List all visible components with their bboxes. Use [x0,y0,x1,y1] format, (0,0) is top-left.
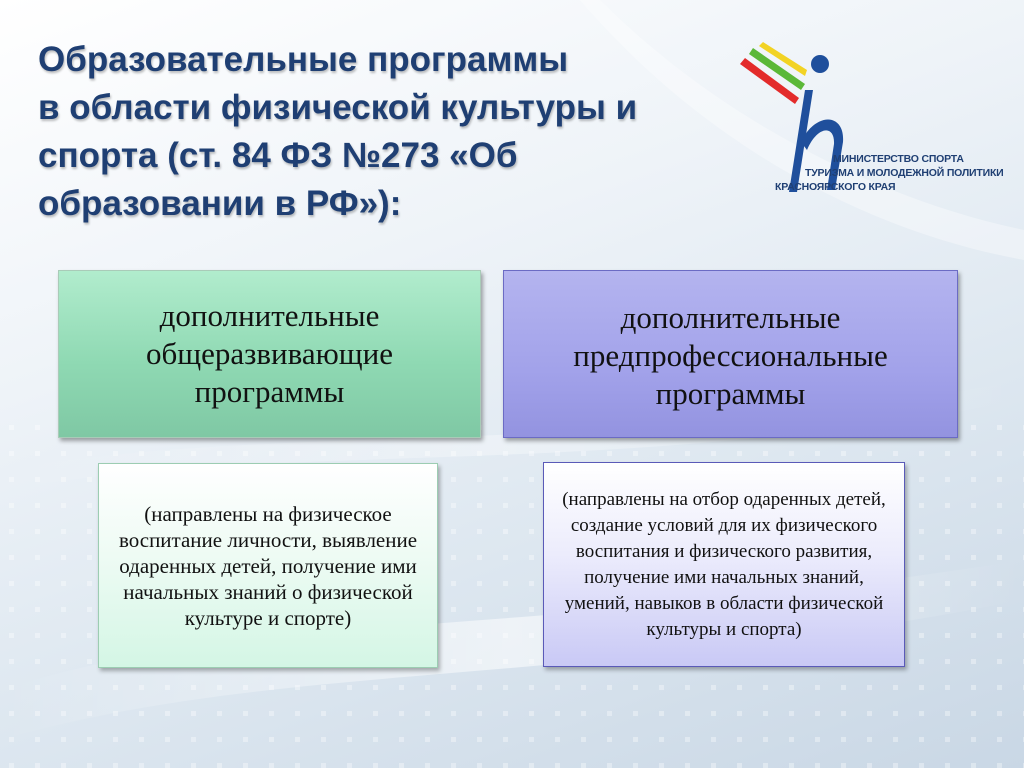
general-programs-box [58,270,481,438]
title-line: спорта (ст. 84 ФЗ №273 «Об [38,136,518,175]
logo-line: ТУРИЗМА И МОЛОДЕЖНОЙ ПОЛИТИКИ [805,167,1004,179]
general-programs-title: дополнительные общеразвивающие программы [145,298,393,409]
page-title [38,36,738,228]
general-programs-description: (направлены на физическое воспитание личности, выявление одаренных детей, получение ими начальных знаний о физической культуре и спорте) [118,501,418,630]
ministry-logo-text [775,152,1004,194]
logo-line: МИНИСТЕРСТВО СПОРТА [833,153,964,165]
title-line: образовании в РФ»): [38,184,402,223]
logo-line: КРАСНОЯРСКОГО КРАЯ [775,181,896,193]
preprofessional-programs-description: (направлены на отбор одаренных детей, создание условий для их физического воспитания и физического развития, получение ими начальных знаний, умений, навыков в области физической культуры и спорта) [562,488,886,640]
preprofessional-programs-description-box [543,462,905,667]
title-line: Образовательные программы [38,40,569,79]
general-programs-description-box [98,463,438,668]
title-line: в области физической культуры и [38,88,638,127]
preprofessional-programs-box [503,270,958,438]
preprofessional-programs-title: дополнительные предпрофессиональные программы [573,300,888,411]
